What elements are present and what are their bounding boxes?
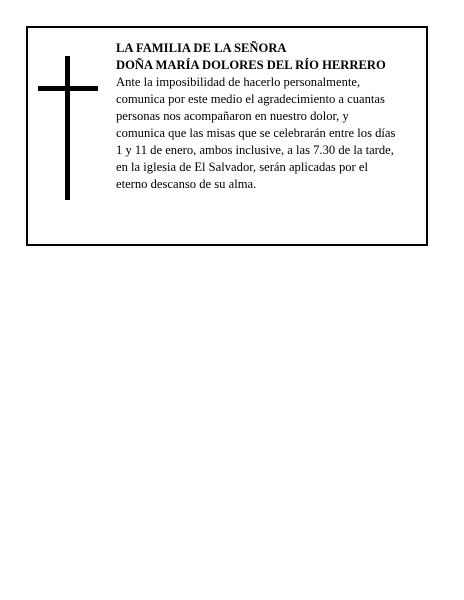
notice-body-line: 1 y 11 de enero, ambos inclusive, a las 7.30 de la tarde, <box>116 143 394 157</box>
notice-body-line: en la iglesia de El Salvador, serán aplicadas por el <box>116 160 368 174</box>
notice-body-line: personas nos acompañaron en nuestro dolor, y <box>116 109 349 123</box>
notice-heading-name: DOÑA MARÍA DOLORES DEL RÍO HERRERO <box>116 58 386 72</box>
cross-vertical-bar <box>65 56 70 200</box>
notice-body-line: Ante la imposibilidad de hacerlo personalmente, <box>116 75 361 89</box>
notice-body-line: comunica que las misas que se celebrarán entre los días <box>116 126 396 140</box>
notice-body <box>116 74 420 193</box>
cross-horizontal-bar <box>38 86 98 91</box>
cross-icon <box>38 56 98 200</box>
obituary-notice <box>26 26 428 246</box>
notice-body-line: comunica por este medio el agradecimiento a cuantas <box>116 92 385 106</box>
notice-body-line: eterno descanso de su alma. <box>116 177 257 191</box>
notice-heading-family: LA FAMILIA DE LA SEÑORA <box>116 41 287 55</box>
notice-text <box>116 40 420 193</box>
